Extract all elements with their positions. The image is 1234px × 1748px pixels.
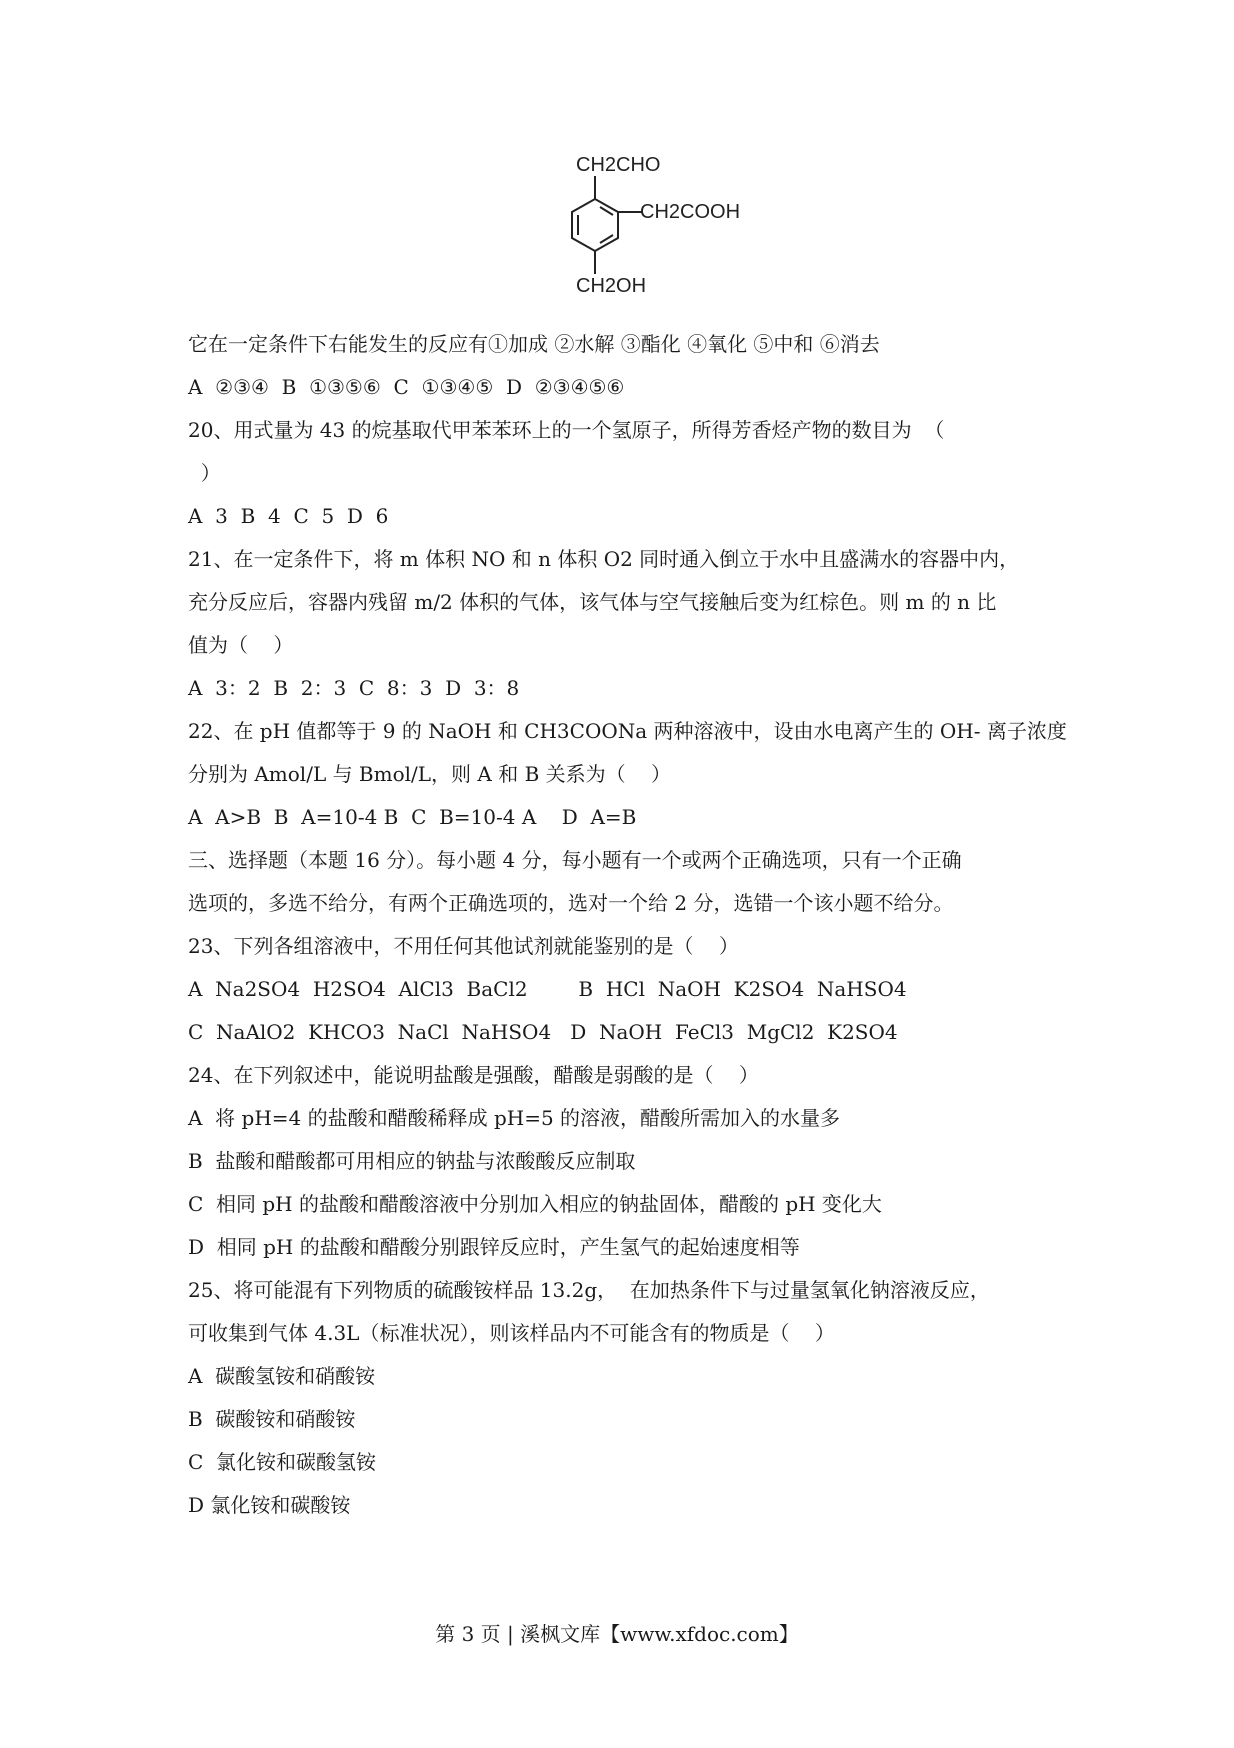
- text-line: 22、在 pH 值都等于 9 的 NaOH 和 CH3COONa 两种溶液中，设由水电离产生的 OH- 离子浓度: [188, 719, 1067, 743]
- text-line: D 相同 pH 的盐酸和醋酸分别跟锌反应时，产生氢气的起始速度相等: [188, 1235, 800, 1259]
- text-line: A 3 B 4 C 5 D 6: [188, 504, 389, 528]
- text-line: A ②③④ B ①③⑤⑥ C ①③④⑤ D ②③④⑤⑥: [188, 375, 625, 399]
- text-line: 20、用式量为 43 的烷基取代甲苯苯环上的一个氢原子，所得芳香烃产物的数目为 （: [188, 418, 945, 442]
- text-line: 选项的，多选不给分，有两个正确选项的，选对一个给 2 分，选错一个该小题不给分。: [188, 891, 954, 915]
- text-line: ）: [188, 461, 221, 485]
- text-line: 24、在下列叙述中，能说明盐酸是强酸，醋酸是弱酸的是（ ）: [188, 1063, 759, 1087]
- right-group-label: CH2COOH: [640, 201, 740, 223]
- text-line: A A>B B A=10-4 B C B=10-4 A D A=B: [188, 805, 637, 829]
- text-line: A 将 pH=4 的盐酸和醋酸稀释成 pH=5 的溶液，醋酸所需加入的水量多: [188, 1106, 841, 1130]
- text-line: B 碳酸铵和硝酸铵: [188, 1407, 356, 1431]
- text-line: 值为（ ）: [188, 633, 294, 657]
- page-footer: 第 3 页 | 溪枫文库【www.xfdoc.com】: [435, 1622, 799, 1646]
- bottom-group-label: CH2OH: [576, 275, 647, 297]
- top-group-label: CH2CHO: [576, 154, 661, 176]
- text-line: 21、在一定条件下，将 m 体积 NO 和 n 体积 O2 同时通入倒立于水中且盛满水的容器中内，: [188, 547, 1020, 571]
- text-line: C 相同 pH 的盐酸和醋酸溶液中分别加入相应的钠盐固体，醋酸的 pH 变化大: [188, 1192, 882, 1216]
- text-line: 23、下列各组溶液中，不用任何其他试剂就能鉴别的是（ ）: [188, 934, 739, 958]
- text-line: 可收集到气体 4.3L（标准状况），则该样品内不可能含有的物质是（ ）: [188, 1321, 835, 1345]
- text-line: A Na2SO4 H2SO4 AlCl3 BaCl2 B HCl NaOH K2SO4 NaHSO4: [188, 977, 907, 1001]
- text-line: C NaAlO2 KHCO3 NaCl NaHSO4 D NaOH FeCl3 MgCl2 K2SO4: [188, 1020, 898, 1044]
- text-line: 25、将可能混有下列物质的硫酸铵样品 13.2g， 在加热条件下与过量氢氧化钠溶液反应，: [188, 1278, 990, 1302]
- text-line: D 氯化铵和碳酸铵: [188, 1493, 351, 1517]
- question-text: [188, 330, 1068, 1534]
- text-line: 它在一定条件下右能发生的反应有①加成 ②水解 ③酯化 ④氧化 ⑤中和 ⑥消去: [188, 332, 880, 356]
- text-line: A 3：2 B 2：3 C 8：3 D 3：8: [188, 676, 520, 700]
- text-line: 充分反应后，容器内残留 m/2 体积的气体，该气体与空气接触后变为红棕色。则 m 的 n 比: [188, 590, 997, 614]
- text-line: 三、选择题（本题 16 分）。每小题 4 分，每小题有一个或两个正确选项，只有一个正确: [188, 848, 962, 872]
- text-line: C 氯化铵和碳酸氢铵: [188, 1450, 377, 1474]
- text-line: A 碳酸氢铵和硝酸铵: [188, 1364, 376, 1388]
- text-line: 分别为 Amol/L 与 Bmol/L，则 A 和 B 关系为（ ）: [188, 762, 672, 786]
- chemical-structure: [540, 150, 740, 300]
- text-line: B 盐酸和醋酸都可用相应的钠盐与浓酸酸反应制取: [188, 1149, 636, 1173]
